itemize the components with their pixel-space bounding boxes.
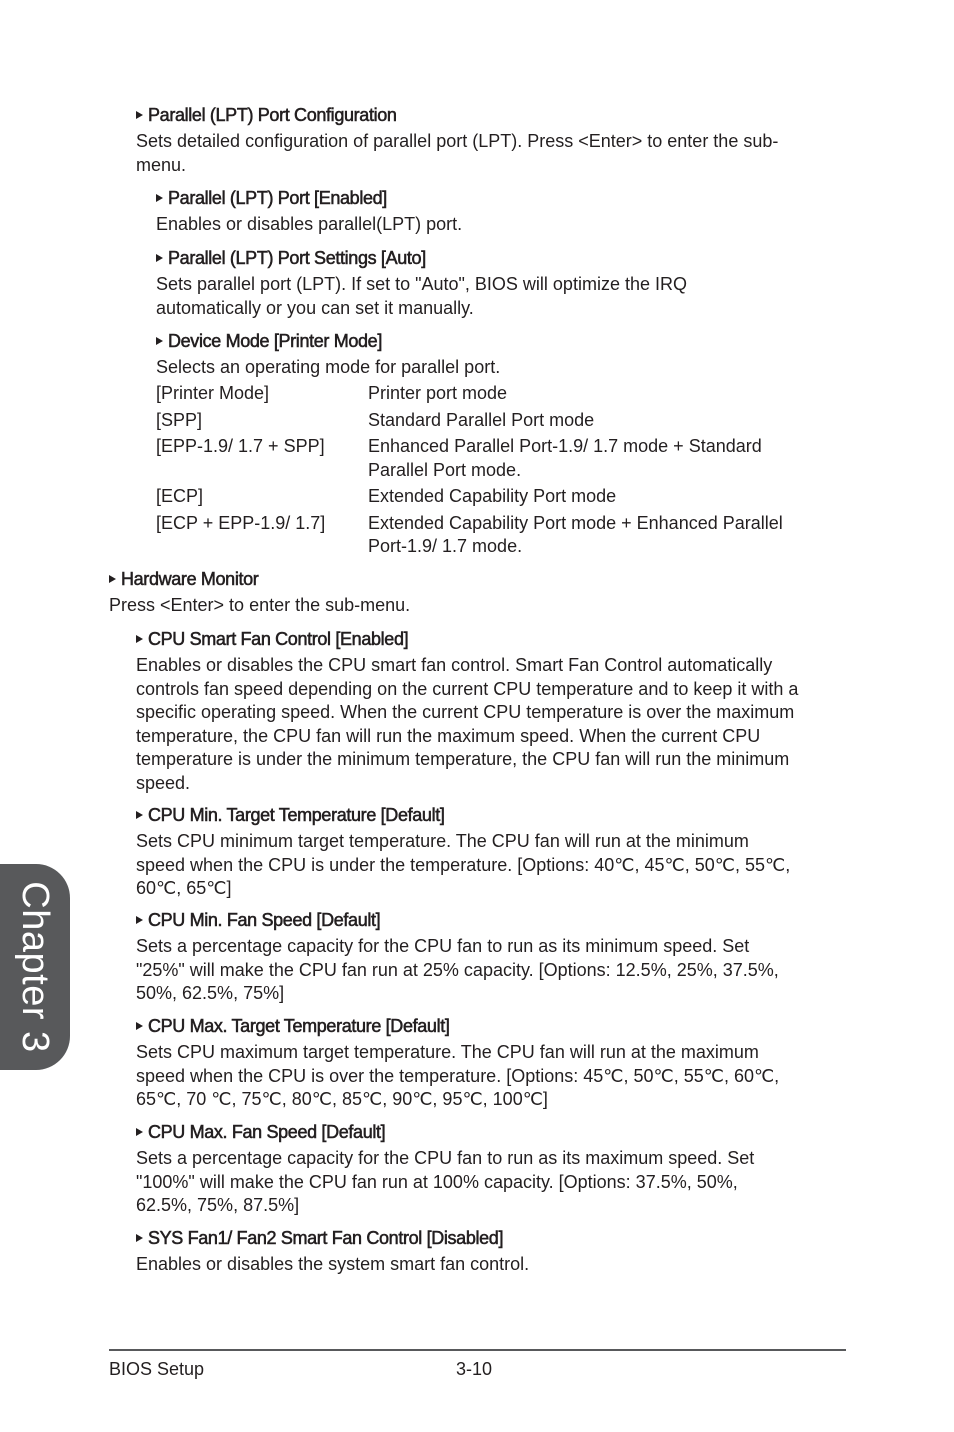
option-value-line: Standard Parallel Port mode bbox=[368, 409, 595, 430]
desc-line: specific operating speed. When the current CPU temperature is over the maximum bbox=[136, 702, 795, 722]
heading-text: CPU Min. Target Temperature [Default] bbox=[148, 805, 445, 825]
heading-text: CPU Min. Fan Speed [Default] bbox=[148, 910, 381, 930]
section-cpu-smart-fan bbox=[136, 628, 856, 795]
triangle-bullet-icon bbox=[136, 635, 143, 643]
section-lpt-config bbox=[136, 104, 856, 177]
section-description: Enables or disables parallel(LPT) port. bbox=[156, 214, 463, 234]
section-heading bbox=[136, 1227, 856, 1249]
heading-text: CPU Max. Target Temperature [Default] bbox=[148, 1016, 450, 1036]
heading-text: Hardware Monitor bbox=[121, 569, 259, 589]
option-key: [ECP] bbox=[156, 486, 204, 506]
section-description bbox=[156, 273, 856, 320]
desc-line: Sets parallel port (LPT). If set to "Auto", BIOS will optimize the IRQ bbox=[156, 274, 687, 294]
triangle-bullet-icon bbox=[136, 811, 143, 819]
section-description bbox=[136, 654, 856, 795]
section-heading bbox=[136, 628, 856, 650]
desc-line: controls fan speed depending on the current CPU temperature and to keep it with a bbox=[136, 678, 799, 699]
option-value-line: Extended Capability Port mode bbox=[368, 486, 617, 506]
triangle-bullet-icon bbox=[156, 254, 163, 262]
section-heading bbox=[156, 330, 856, 352]
triangle-bullet-icon bbox=[136, 1128, 143, 1136]
section-heading bbox=[156, 187, 856, 209]
desc-line: Sets CPU minimum target temperature. The CPU fan will run at the minimum bbox=[136, 831, 749, 851]
triangle-bullet-icon bbox=[109, 575, 116, 583]
section-lpt-settings bbox=[156, 247, 856, 320]
desc-line: "100%" will make the CPU fan run at 100% capacity. [Options: 37.5%, 50%, bbox=[136, 1171, 738, 1192]
section-heading bbox=[156, 247, 856, 269]
desc-line: 60℃, 65℃] bbox=[136, 878, 232, 898]
section-description: Enables or disables the system smart fan control. bbox=[136, 1254, 530, 1274]
section-lpt-port bbox=[156, 187, 856, 237]
option-key: [SPP] bbox=[156, 409, 203, 430]
table-row bbox=[156, 512, 846, 562]
section-heading bbox=[136, 1121, 856, 1143]
option-value-line: Parallel Port mode. bbox=[368, 459, 522, 480]
heading-text: Parallel (LPT) Port [Enabled] bbox=[168, 188, 387, 208]
option-key: [Printer Mode] bbox=[156, 383, 270, 403]
triangle-bullet-icon bbox=[156, 337, 163, 345]
desc-line: temperature, the CPU fan will run the maximum speed. When the current CPU bbox=[136, 725, 761, 746]
triangle-bullet-icon bbox=[136, 916, 143, 924]
option-key: [ECP + EPP-1.9/ 1.7] bbox=[156, 512, 326, 533]
table-row bbox=[156, 435, 846, 485]
section-description bbox=[136, 830, 856, 901]
section-description: Press <Enter> to enter the sub-menu. bbox=[109, 595, 411, 615]
section-cpu-min-target-temp bbox=[136, 804, 856, 901]
table-row bbox=[156, 485, 846, 512]
heading-text: Parallel (LPT) Port Configuration bbox=[148, 105, 397, 125]
section-hardware-monitor bbox=[109, 568, 849, 618]
page-number: 3-10 bbox=[456, 1359, 493, 1379]
desc-line: Sets a percentage capacity for the CPU fan to run as its minimum speed. Set bbox=[136, 936, 750, 956]
desc-line: Enables or disables the CPU smart fan control. Smart Fan Control automatically bbox=[136, 655, 773, 675]
desc-line: menu. bbox=[136, 154, 187, 175]
section-description: Selects an operating mode for parallel port. bbox=[156, 357, 501, 377]
section-heading bbox=[136, 104, 856, 126]
section-cpu-min-fan-speed bbox=[136, 909, 856, 1006]
desc-line: speed when the CPU is under the temperature. [Options: 40℃, 45℃, 50℃, 55℃, bbox=[136, 854, 791, 875]
option-value bbox=[368, 435, 846, 485]
desc-line: 62.5%, 75%, 87.5%] bbox=[136, 1195, 300, 1215]
triangle-bullet-icon bbox=[136, 1022, 143, 1030]
section-cpu-max-target-temp bbox=[136, 1015, 856, 1112]
heading-text: SYS Fan1/ Fan2 Smart Fan Control [Disabled] bbox=[148, 1228, 504, 1248]
heading-text: Parallel (LPT) Port Settings [Auto] bbox=[168, 248, 426, 268]
section-description bbox=[136, 1147, 856, 1218]
heading-text: CPU Smart Fan Control [Enabled] bbox=[148, 629, 409, 649]
option-value-line: Port-1.9/ 1.7 mode. bbox=[368, 536, 523, 556]
footer-divider bbox=[109, 1349, 846, 1351]
option-value-line: Enhanced Parallel Port-1.9/ 1.7 mode + Standard bbox=[368, 436, 762, 456]
footer-title: BIOS Setup bbox=[109, 1359, 205, 1379]
desc-line: automatically or you can set it manually. bbox=[156, 297, 474, 318]
triangle-bullet-icon bbox=[136, 1234, 143, 1242]
heading-text: Device Mode [Printer Mode] bbox=[168, 331, 382, 351]
desc-line: speed. bbox=[136, 772, 191, 793]
desc-line: temperature is under the minimum temperature, the CPU fan will run the minimum bbox=[136, 749, 790, 769]
option-value bbox=[368, 382, 846, 409]
option-value bbox=[368, 409, 846, 436]
table-row bbox=[156, 382, 846, 409]
triangle-bullet-icon bbox=[136, 111, 143, 119]
desc-line: Sets CPU maximum target temperature. The CPU fan will run at the maximum bbox=[136, 1042, 759, 1062]
section-sys-fan bbox=[136, 1227, 856, 1277]
section-description bbox=[136, 1041, 856, 1112]
section-cpu-max-fan-speed bbox=[136, 1121, 856, 1218]
heading-text: CPU Max. Fan Speed [Default] bbox=[148, 1122, 386, 1142]
section-heading bbox=[136, 909, 856, 931]
option-value bbox=[368, 512, 846, 562]
chapter-label: Chapter 3 bbox=[14, 881, 56, 1053]
section-description bbox=[136, 935, 856, 1006]
option-key: [EPP-1.9/ 1.7 + SPP] bbox=[156, 436, 325, 456]
section-heading bbox=[136, 804, 856, 826]
table-row bbox=[156, 409, 846, 436]
device-mode-options-table bbox=[156, 382, 846, 562]
desc-line: 50%, 62.5%, 75%] bbox=[136, 983, 285, 1003]
section-description bbox=[136, 130, 856, 177]
chapter-tab bbox=[0, 864, 70, 1070]
desc-line: Sets a percentage capacity for the CPU fan to run as its maximum speed. Set bbox=[136, 1148, 755, 1168]
option-value-line: Extended Capability Port mode + Enhanced Parallel bbox=[368, 512, 783, 533]
section-heading bbox=[136, 1015, 856, 1037]
section-device-mode bbox=[156, 330, 856, 380]
desc-line: 65℃, 70 ℃, 75℃, 80℃, 85℃, 90℃, 95℃, 100℃] bbox=[136, 1089, 548, 1109]
desc-line: Sets detailed configuration of parallel port (LPT). Press <Enter> to enter the sub- bbox=[136, 131, 779, 151]
desc-line: "25%" will make the CPU fan run at 25% capacity. [Options: 12.5%, 25%, 37.5%, bbox=[136, 959, 779, 980]
section-heading bbox=[109, 568, 849, 590]
option-value bbox=[368, 485, 846, 512]
triangle-bullet-icon bbox=[156, 194, 163, 202]
option-value-line: Printer port mode bbox=[368, 383, 508, 403]
desc-line: speed when the CPU is over the temperature. [Options: 45℃, 50℃, 55℃, 60℃, bbox=[136, 1065, 780, 1086]
